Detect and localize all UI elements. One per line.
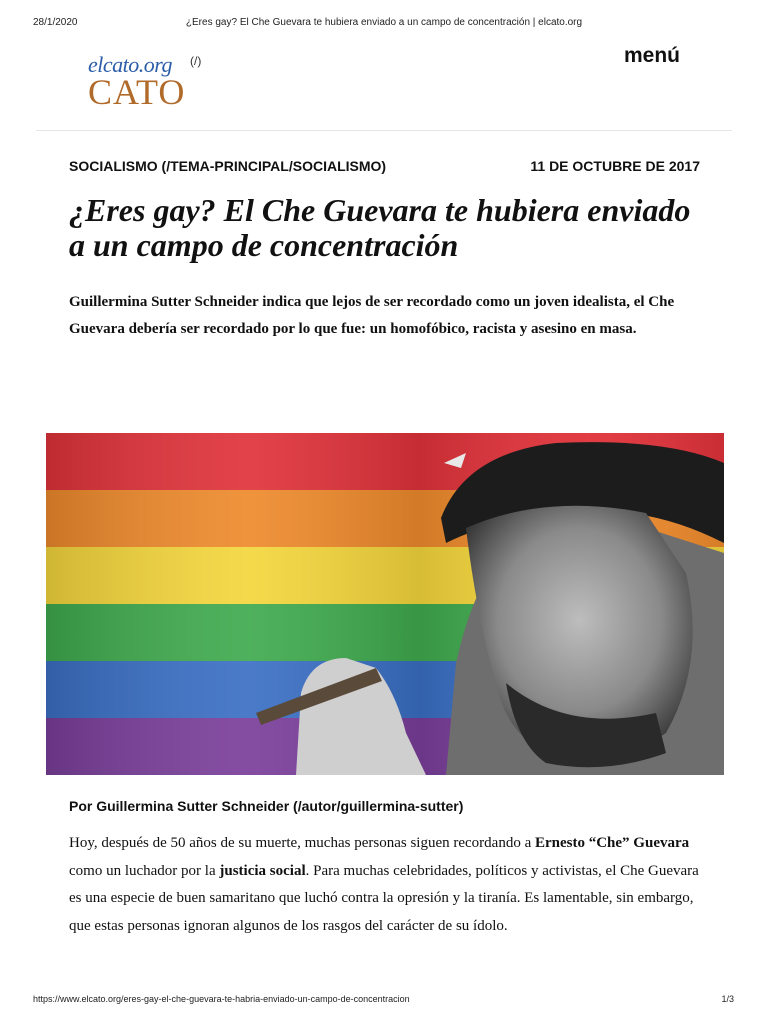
author-byline-link[interactable]: Por Guillermina Sutter Schneider (/autor/guillermina-sutter) xyxy=(69,798,464,814)
article-paragraph xyxy=(69,830,701,940)
print-url: https://www.elcato.org/eres-gay-el-che-guevara-te-habria-enviado-un-campo-de-concentracion xyxy=(33,994,410,1004)
print-page-title: ¿Eres gay? El Che Guevara te hubiera enviado a un campo de concentración | elcato.org xyxy=(185,17,583,28)
print-date: 28/1/2020 xyxy=(33,17,78,28)
article-lead: Guillermina Sutter Schneider indica que lejos de ser recordado como un joven idealista, el Che Guevara debería ser recordado por lo que fue: un homofóbico, racista y asesino en masa. xyxy=(69,294,675,337)
publish-date: 11 DE OCTUBRE DE 2017 xyxy=(530,158,700,174)
highlight-justicia-social: justicia social xyxy=(219,862,306,879)
topic-link[interactable]: SOCIALISMO (/TEMA-PRINCIPAL/SOCIALISMO) xyxy=(69,158,387,174)
logo-link-path: (/) xyxy=(190,54,202,68)
article-title: ¿Eres gay? El Che Guevara te hubiera enviado a un campo de concentración xyxy=(69,192,691,263)
hero-image xyxy=(46,433,724,775)
logo-elcato-text: elcato.org xyxy=(88,52,172,77)
text-segment: como un luchador por la xyxy=(69,862,220,879)
text-segment: . Para muchas celebridades, políticos y activistas, el Che Guevara es una especie de buen samaritano que luchó contra la opresión y la tiranía. Es lamentable, sin embargo, que estas personas ignoran algunos de los rasgos del carácter de su ídolo. xyxy=(69,862,699,934)
site-logo-link[interactable] xyxy=(88,52,208,112)
text-segment: Hoy, después de 50 años de su muerte, muchas personas siguen recordando a xyxy=(69,835,535,851)
logo-cato-text: CATO xyxy=(88,72,186,112)
print-page-number: 1/3 xyxy=(721,994,734,1004)
menu-button[interactable]: menú xyxy=(624,44,681,67)
rainbow-flag-che-photo-icon xyxy=(46,433,724,775)
header-divider xyxy=(36,130,732,131)
highlight-ernesto-che-guevara: Ernesto “Che” Guevara xyxy=(534,835,690,851)
